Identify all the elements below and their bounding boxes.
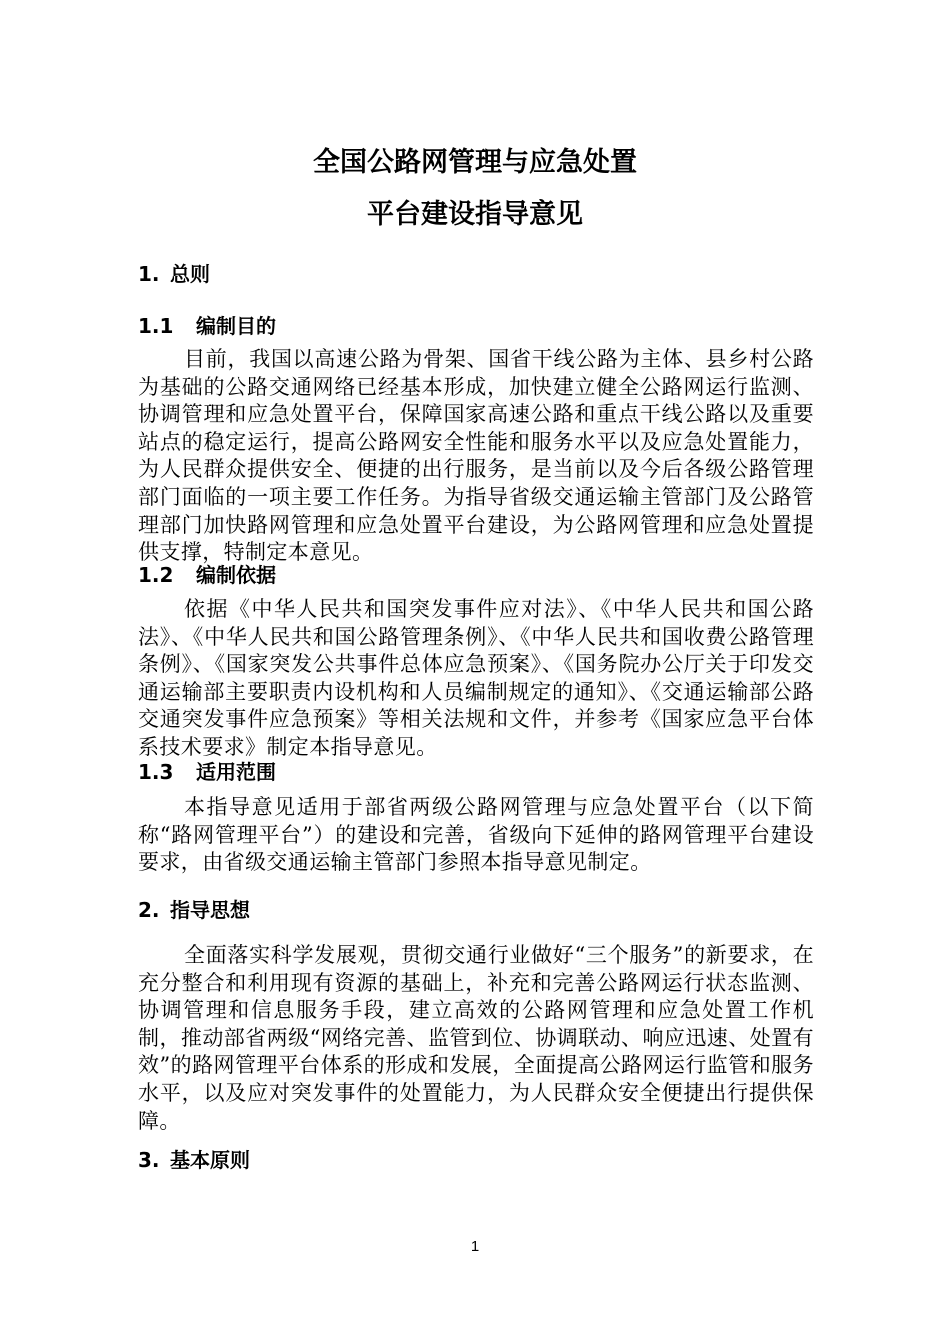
section-number: 1.3 (138, 760, 174, 784)
section-title: 基本原则 (170, 1148, 250, 1172)
paragraph-purpose: 目前，我国以高速公路为骨架、国省干线公路为主体、县乡村公路为基础的公路交通网络已经基本形成，加快建立健全公路网运行监测、协调管理和应急处置平台，保障国家高速公路和重点干线公路以及重要站点的稳定运行，提高公路网安全性能和服务水平以及应急处置能力，为人民群众提供安全、便捷的出行服务，是当前以及今后各级公路管理部门面临的一项主要工作任务。为指导省级交通运输主管部门及公路管理部门加快路网管理和应急处置平台建设，为公路网管理和应急处置提供支撑，特制定本意见。 (138, 347, 814, 565)
section-heading-basic-principles (138, 1146, 250, 1174)
page-number: 1 (470, 1238, 480, 1255)
section-number: 1.2 (138, 563, 174, 587)
section-number: 3. (138, 1148, 160, 1172)
paragraph-scope: 本指导意见适用于部省两级公路网管理与应急处置平台（以下简称“路网管理平台”）的建设和完善，省级向下延伸的路网管理平台建设要求，由省级交通运输主管部门参照本指导意见制定。 (138, 795, 814, 875)
section-title: 编制依据 (196, 563, 276, 587)
section-number: 2. (138, 898, 160, 922)
section-heading-basis (138, 561, 276, 589)
section-heading-guiding-ideology (138, 896, 250, 924)
section-number: 1. (138, 262, 160, 286)
paragraph-basis: 依据《中华人民共和国突发事件应对法》、《中华人民共和国公路法》、《中华人民共和国公路管理条例》、《中华人民共和国收费公路管理条例》、《国家突发公共事件总体应急预案》、《国务院办公厅关于印发交通运输部主要职责内设机构和人员编制规定的通知》、《交通运输部公路交通突发事件应急预案》等相关法规和文件，并参考《国家应急平台体系技术要求》制定本指导意见。 (138, 597, 814, 759)
document-title-line2: 平台建设指导意见 (367, 199, 583, 230)
document-title-line1: 全国公路网管理与应急处置 (313, 147, 637, 178)
section-title: 适用范围 (196, 760, 276, 784)
section-heading-general (138, 260, 210, 288)
section-heading-scope (138, 758, 276, 786)
section-number: 1.1 (138, 314, 174, 338)
section-title: 编制目的 (196, 314, 276, 338)
section-heading-purpose (138, 312, 276, 340)
paragraph-guiding-ideology: 全面落实科学发展观，贯彻交通行业做好“三个服务”的新要求，在充分整合和利用现有资源的基础上，补充和完善公路网运行状态监测、协调管理和信息服务手段，建立高效的公路网管理和应急处置工作机制，推动部省两级“网络完善、监管到位、协调联动、响应迅速、处置有效”的路网管理平台体系的形成和发展，全面提高公路网运行监管和服务水平，以及应对突发事件的处置能力，为人民群众安全便捷出行提供保障。 (138, 943, 814, 1133)
section-title: 总则 (170, 262, 210, 286)
section-title: 指导思想 (170, 898, 250, 922)
